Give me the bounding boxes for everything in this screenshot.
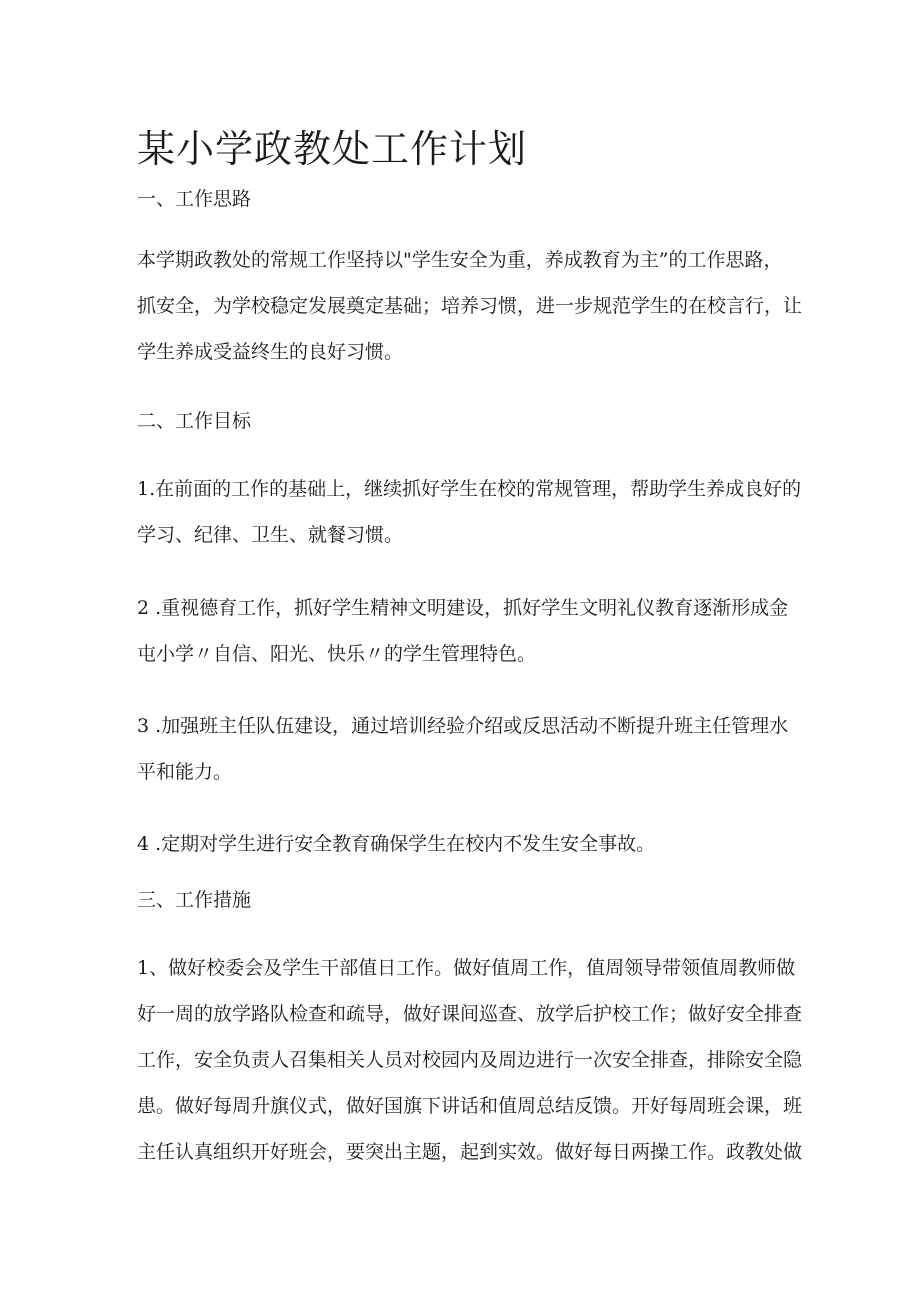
paragraph-line: 2 .重视德育工作，抓好学生精神文明建设，抓好学生文明礼仪教育逐渐形成金 <box>137 597 789 619</box>
paragraph-line: 学生养成受益终生的良好习惯。 <box>137 341 404 363</box>
paragraph-line: 好一周的放学路队检查和疏导，做好课间巡查、放学后护校工作；做好安全排查 <box>137 1003 803 1025</box>
goal-item-2 <box>137 585 787 677</box>
paragraph-line: 1、做好校委会及学生干部值日工作。做好值周工作，值周领导带领值周教师做 <box>137 957 796 979</box>
section-heading-goals: 二、工作目标 <box>137 410 252 432</box>
paragraph-line: 屯小学〃自信、阳光、快乐〃的学生管理特色。 <box>137 643 537 665</box>
paragraph-measures <box>137 945 803 1175</box>
paragraph-line: 1.在前面的工作的基础上，继续抓好学生在校的常规管理，帮助学生养成良好的 <box>137 478 802 500</box>
goal-item-3 <box>137 703 787 795</box>
paragraph-line: 工作，安全负责人召集相关人员对校园内及周边进行一次安全排查，排除安全隐 <box>137 1049 803 1071</box>
paragraph-line: 4 .定期对学生进行安全教育确保学生在校内不发生安全事故。 <box>137 833 656 855</box>
paragraph-line: 主任认真组织开好班会，要突出主题，起到实效。做好每日两操工作。政教处做 <box>137 1141 803 1163</box>
paragraph-line: 患。做好每周升旗仪式，做好国旗下讲话和值周总结反馈。开好每周班会课，班 <box>137 1095 803 1117</box>
section-heading-measures: 三、工作措施 <box>137 889 252 911</box>
paragraph-line: 学习、纪律、卫生、就餐习惯。 <box>137 524 404 546</box>
paragraph-line: 抓安全，为学校稳定发展奠定基础；培养习惯，进一步规范学生的在校言行，让 <box>137 295 803 317</box>
document-title: 某小学政教处工作计划 <box>137 127 528 171</box>
paragraph-line: 平和能力。 <box>137 761 233 783</box>
paragraph-thinking <box>137 237 803 375</box>
section-heading-thinking: 一、工作思路 <box>137 188 252 210</box>
goal-item-4 <box>137 821 787 867</box>
goal-item-1 <box>137 466 802 558</box>
paragraph-line: 本学期政教处的常规工作坚持以"学生安全为重，养成教育为主”的工作思路， <box>137 249 783 271</box>
paragraph-line: 3 .加强班主任队伍建设，通过培训经验介绍或反思活动不断提升班主任管理水 <box>137 715 789 737</box>
